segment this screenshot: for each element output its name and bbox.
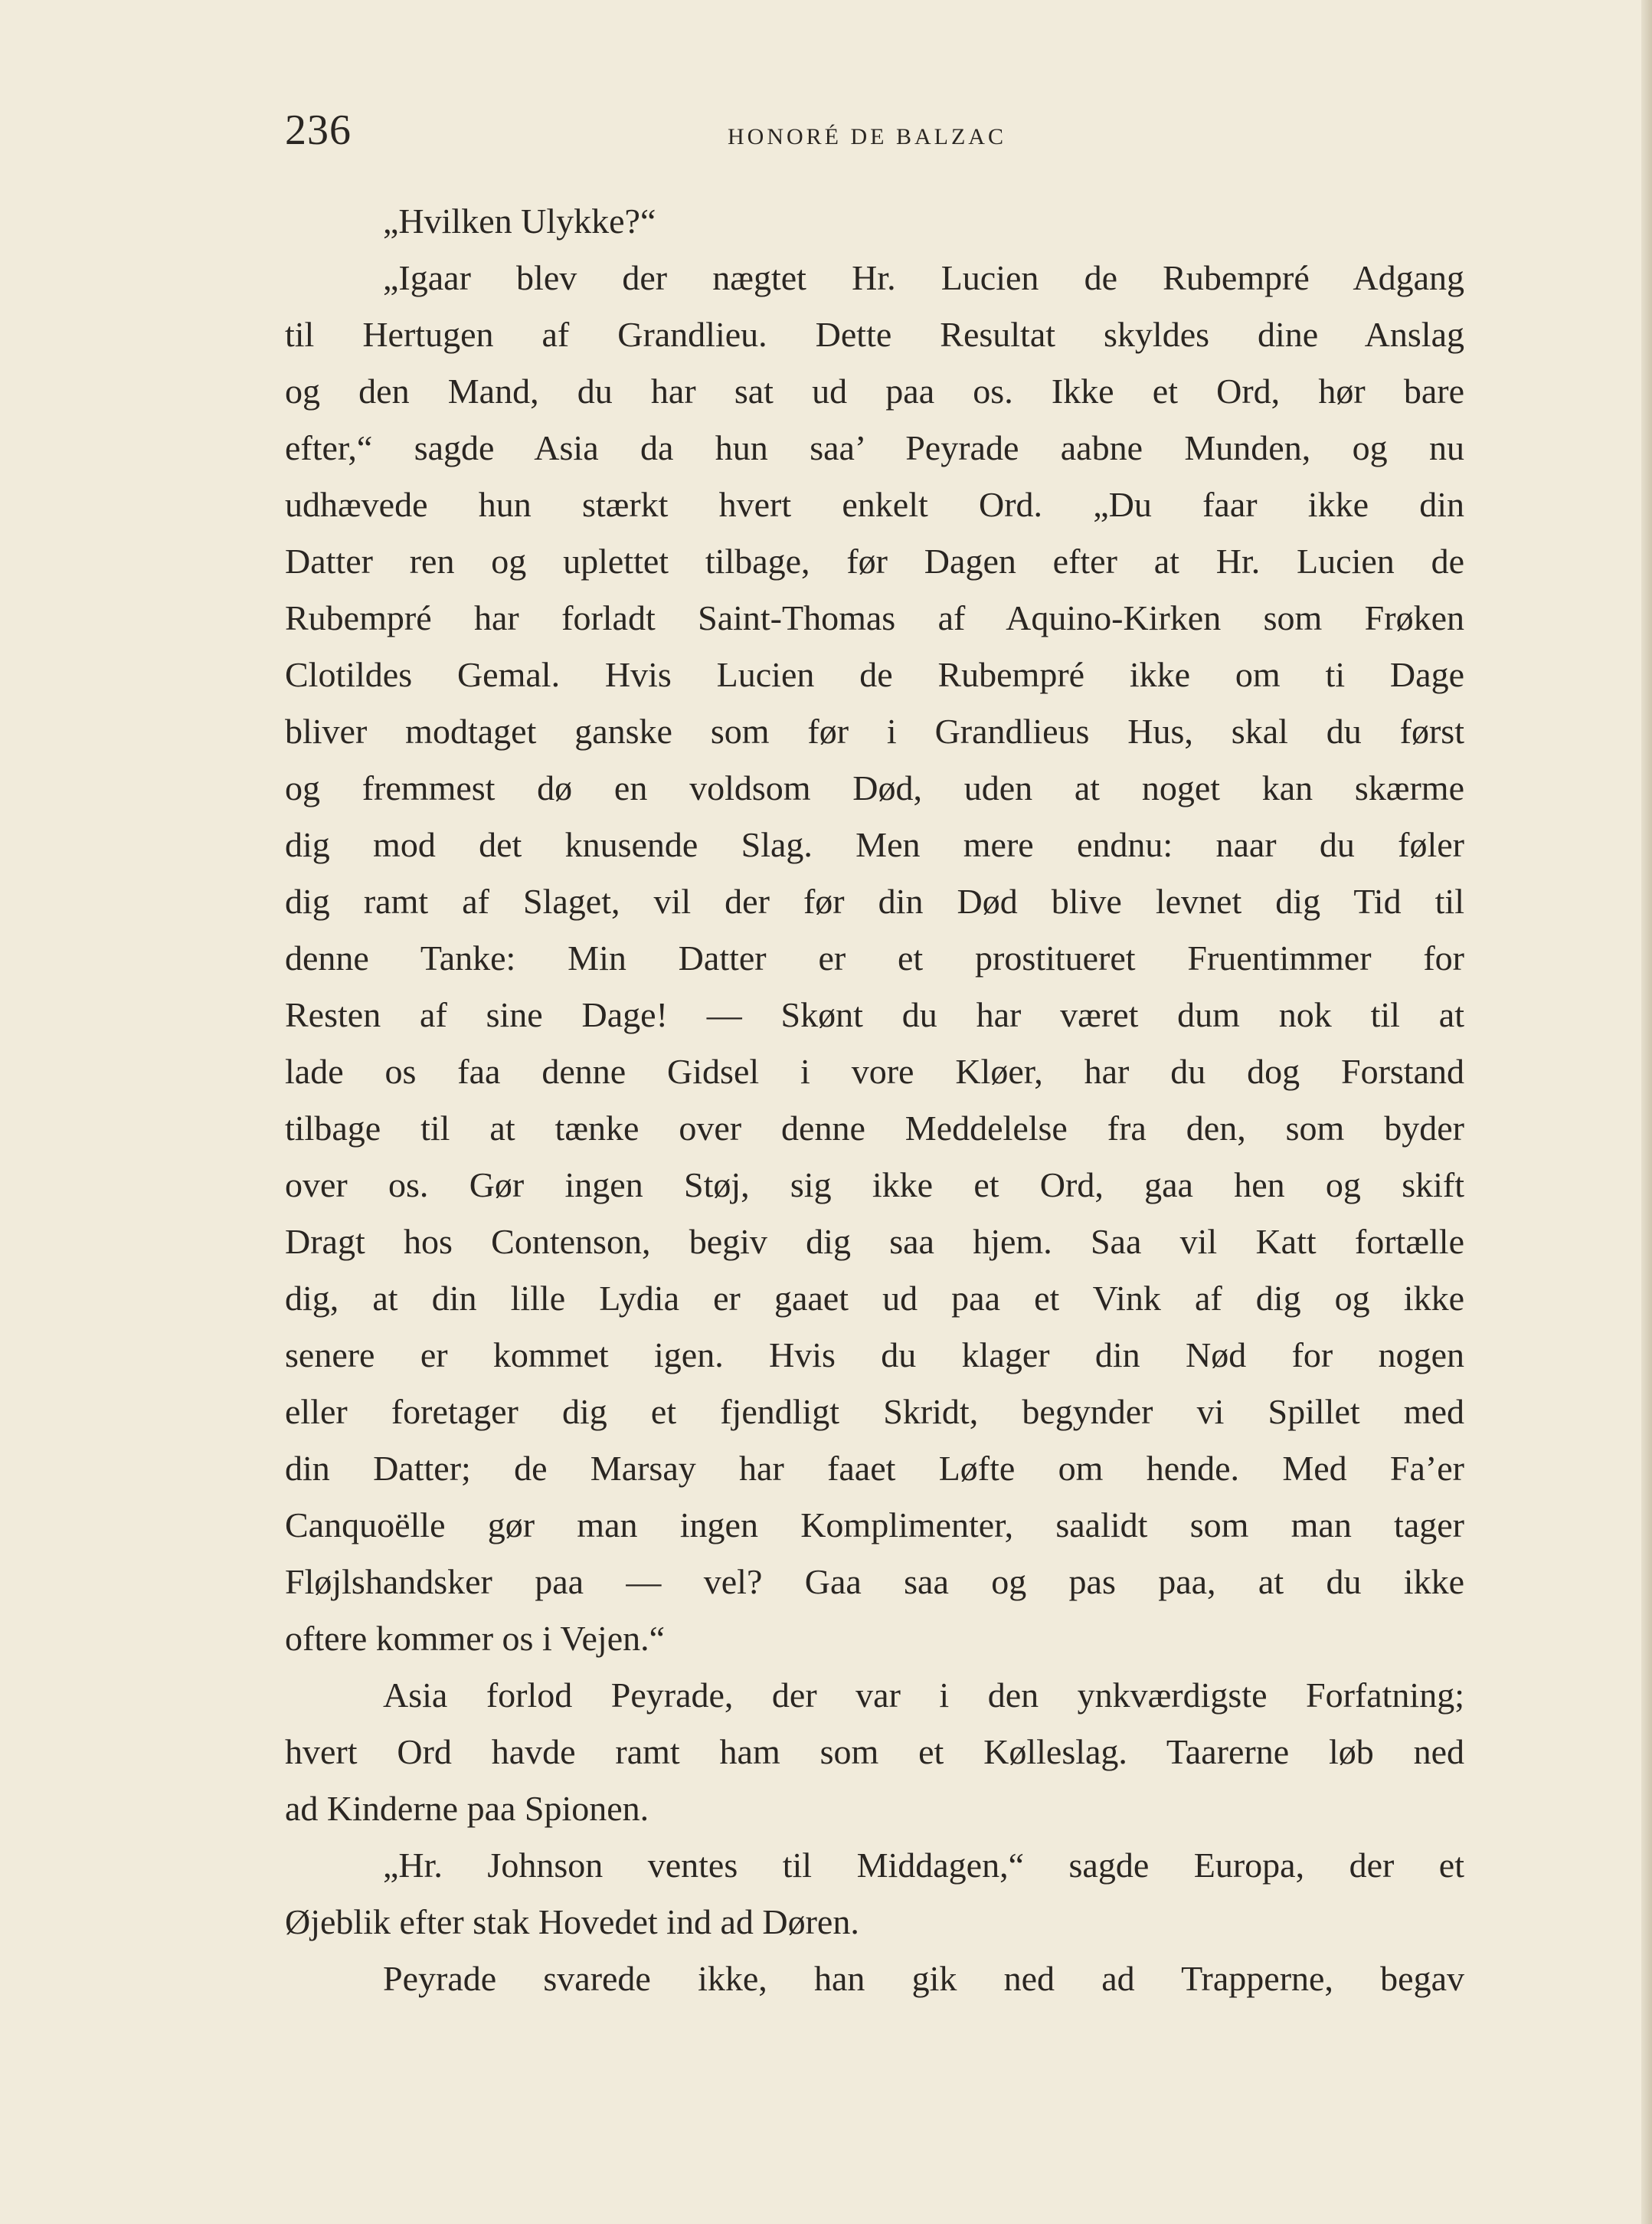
text-line: til Hertugen af Grandlieu. Dette Resultat skyldes dine Anslag — [285, 315, 1464, 354]
running-head: HONORÉ DE BALZAC — [728, 124, 1006, 149]
text-line: bliver modtaget ganske som før i Grandlieus Hus, skal du først — [285, 712, 1464, 751]
text-line: din Datter; de Marsay har faaet Løfte om hende. Med Fa’er — [285, 1449, 1464, 1488]
text-line: over os. Gør ingen Støj, sig ikke et Ord, gaa hen og skift — [285, 1165, 1464, 1204]
text-line: og den Mand, du har sat ud paa os. Ikke et Ord, hør bare — [285, 372, 1464, 411]
text-line: „Hr. Johnson ventes til Middagen,“ sagde Europa, der et — [383, 1846, 1464, 1885]
text-line: tilbage til at tænke over denne Meddelelse fra den, som byder — [285, 1109, 1464, 1148]
text-line: og fremmest dø en voldsom Død, uden at noget kan skærme — [285, 768, 1464, 807]
text-line: Clotildes Gemal. Hvis Lucien de Rubempré ikke om ti Dage — [285, 655, 1464, 694]
text-line: dig, at din lille Lydia er gaaet ud paa et Vink af dig og ikke — [285, 1279, 1464, 1318]
page-header — [285, 106, 1464, 159]
text-line: Fløjlshandsker paa — vel? Gaa saa og pas paa, at du ikke — [285, 1562, 1464, 1601]
text-line: Resten af sine Dage! — Skønt du har været dum nok til at — [285, 995, 1464, 1034]
text-line: Dragt hos Contenson, begiv dig saa hjem. Saa vil Katt fortælle — [285, 1222, 1464, 1261]
text-line: dig ramt af Slaget, vil der før din Død blive levnet dig Tid til — [285, 882, 1464, 921]
text-line: „Igaar blev der nægtet Hr. Lucien de Rubempré Adgang — [383, 258, 1464, 297]
text-line: udhævede hun stærkt hvert enkelt Ord. „Du faar ikke din — [285, 485, 1464, 524]
text-line: „Hvilken Ulykke?“ — [383, 201, 656, 241]
text-line: Rubempré har forladt Saint-Thomas af Aquino-Kirken som Frøken — [285, 598, 1464, 637]
text-line: efter,“ sagde Asia da hun saa’ Peyrade aabne Munden, og nu — [285, 428, 1464, 467]
text-line: senere er kommet igen. Hvis du klager din Nød for nogen — [285, 1335, 1464, 1374]
text-line: dig mod det knusende Slag. Men mere endnu: naar du føler — [285, 825, 1464, 864]
page-number: 236 — [285, 106, 352, 154]
text-line: hvert Ord havde ramt ham som et Kølleslag. Taarerne løb ned — [285, 1732, 1464, 1771]
text-line: lade os faa denne Gidsel i vore Kløer, har du dog Forstand — [285, 1052, 1464, 1091]
text-line: Datter ren og uplettet tilbage, før Dagen efter at Hr. Lucien de — [285, 542, 1464, 581]
text-line: Canquoëlle gør man ingen Komplimenter, saalidt som man tager — [285, 1505, 1464, 1544]
page-edge — [1641, 0, 1652, 2224]
text-line: Asia forlod Peyrade, der var i den ynkværdigste Forfatning; — [383, 1675, 1464, 1715]
text-line: ad Kinderne paa Spionen. — [285, 1789, 649, 1828]
text-line: Øjeblik efter stak Hovedet ind ad Døren. — [285, 1902, 859, 1941]
body-text — [285, 193, 1464, 2007]
text-line: oftere kommer os i Vejen.“ — [285, 1619, 666, 1658]
text-line: eller foretager dig et fjendligt Skridt, begynder vi Spillet med — [285, 1392, 1464, 1431]
text-line: denne Tanke: Min Datter er et prostitueret Fruentimmer for — [285, 938, 1464, 978]
text-line: Peyrade svarede ikke, han gik ned ad Trapperne, begav — [383, 1959, 1464, 1998]
